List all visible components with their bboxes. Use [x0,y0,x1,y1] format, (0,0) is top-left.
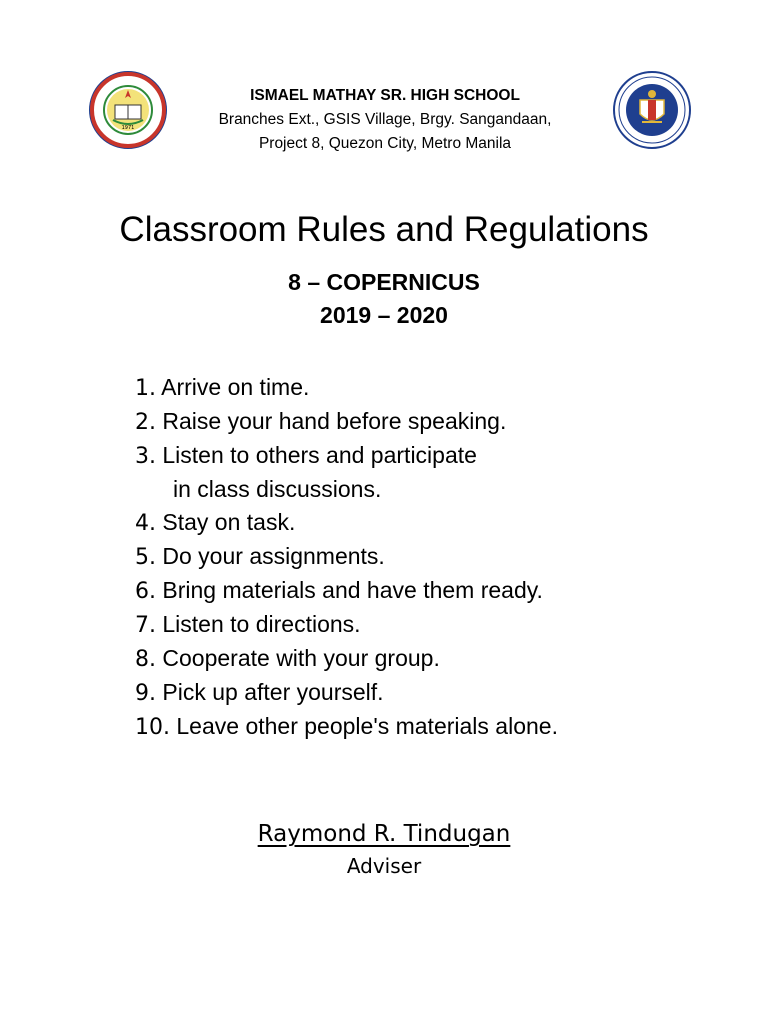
school-seal-icon [88,70,168,150]
signatory-role: Adviser [346,854,422,878]
rule-item [135,506,558,540]
rule-item [135,608,558,642]
rule-number: 10. [135,715,170,740]
rule-number: 4. [135,511,156,536]
svg-text:1971: 1971 [121,125,135,131]
school-year: 2019 – 2020 [320,302,448,328]
rule-number: 3. [135,444,156,469]
rule-number: 8. [135,647,156,672]
rule-number: 9. [135,681,156,706]
rule-number: 6. [135,579,156,604]
rule-item [135,439,558,506]
rule-item [135,540,558,574]
school-name: ISMAEL MATHAY SR. HIGH SCHOOL [250,87,520,104]
rule-text: Pick up after yourself. [162,679,384,705]
rule-item [135,574,558,608]
rule-text: Leave other people's materials alone. [176,713,558,739]
address-line-2: Project 8, Quezon City, Metro Manila [258,135,512,152]
deped-seal-icon [612,70,692,150]
rule-item [135,710,558,744]
rule-item [135,405,558,439]
rule-text: Cooperate with your group. [162,645,440,671]
rule-text: Raise your hand before speaking. [162,408,507,434]
section-name: 8 – COPERNICUS [288,269,480,295]
rule-text: Bring materials and have them ready. [162,577,543,603]
rule-number: 1. [135,376,156,401]
rule-text: Listen to others and participate [162,442,477,468]
rule-number: 7. [135,613,156,638]
rule-text: Stay on task. [162,509,296,535]
section-block [0,266,768,332]
document-title: Classroom Rules and Regulations [119,210,649,249]
rule-item [135,676,558,710]
rules-list [135,371,558,744]
signatory-name: Raymond R. Tindugan [257,821,511,847]
rule-text-continued: in class discussions. [173,476,382,502]
rule-text: Listen to directions. [162,611,361,637]
address-line-1: Branches Ext., GSIS Village, Brgy. Sangandaan, [218,111,552,128]
rule-text: Arrive on time. [161,374,310,400]
rule-number: 5. [135,545,156,570]
rule-item [135,371,558,405]
school-header [170,84,600,156]
rule-item [135,642,558,676]
rule-number: 2. [135,410,156,435]
rule-text: Do your assignments. [162,543,385,569]
